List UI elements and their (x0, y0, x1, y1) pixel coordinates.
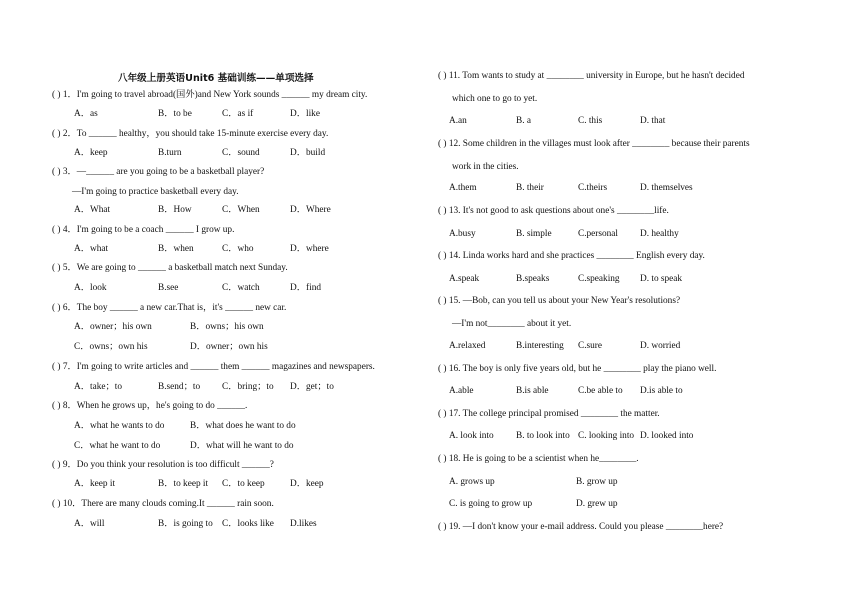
answer-option: B．what does he want to do (190, 421, 296, 431)
question-stem: ( ) 14. Linda works hard and she practices ________ English every day. (438, 251, 705, 261)
answer-option: A．keep (74, 148, 108, 158)
question-stem: work in the cities. (452, 162, 519, 172)
question-stem: ( ) 5．We are going to ______ a basketball match next Sunday. (52, 263, 288, 273)
answer-option: D.likes (290, 519, 317, 529)
answer-option: A. look into (449, 431, 494, 441)
answer-option: A.able (449, 386, 474, 396)
question-stem: ( ) 17. The college principal promised ________ the matter. (438, 409, 660, 419)
question-stem: ( ) 1．I'm going to travel abroad(国外)and New York sounds ______ my dream city. (52, 90, 368, 100)
question-stem: —I'm not________ about it yet. (452, 319, 572, 329)
answer-option: C．bring；to (222, 382, 274, 392)
answer-option: B．is going to (158, 519, 213, 529)
answer-option: B. their (516, 183, 544, 193)
answer-option: D. that (640, 116, 666, 126)
answer-option: C．who (222, 244, 254, 254)
answer-option: D. to speak (640, 274, 683, 284)
answer-option: A．take；to (74, 382, 123, 392)
question-stem: ( ) 13. It's not good to ask questions about one's ________life. (438, 206, 669, 216)
answer-option: A．look (74, 283, 107, 293)
answer-option: D. healthy (640, 229, 679, 239)
answer-option: C．owns；own his (74, 342, 148, 352)
answer-option: C. is going to grow up (449, 499, 533, 509)
answer-option: A.speak (449, 274, 480, 284)
answer-option: C.be able to (578, 386, 623, 396)
answer-option: D．what will he want to do (190, 441, 294, 451)
answer-option: C.sure (578, 341, 603, 351)
answer-option: C．as if (222, 109, 254, 119)
answer-option: D．owner；own his (190, 342, 268, 352)
answer-option: D．keep (290, 479, 324, 489)
answer-option: C．watch (222, 283, 260, 293)
answer-option: B．How (158, 205, 192, 215)
answer-option: B.send；to (158, 382, 201, 392)
worksheet-title: 八年级上册英语Unit6 基础训练——单项选择 (118, 73, 314, 84)
answer-option: A．what (74, 244, 109, 254)
question-stem: ( ) 9．Do you think your resolution is too difficult ______? (52, 460, 274, 470)
question-stem: ( ) 4．I'm going to be a coach ______ I grow up. (52, 225, 235, 235)
answer-option: B.see (158, 283, 179, 293)
answer-option: B.speaks (516, 274, 550, 284)
answer-option: A.an (449, 116, 467, 126)
answer-option: B.is able (516, 386, 549, 396)
answer-option: C．what he want to do (74, 441, 161, 451)
question-stem: ( ) 15. —Bob, can you tell us about your New Year's resolutions? (438, 296, 681, 306)
answer-option: D. themselves (640, 183, 693, 193)
answer-option: C. this (578, 116, 603, 126)
answer-option: D．Where (290, 205, 331, 215)
answer-option: A．owner；his own (74, 322, 152, 332)
answer-option: B．owns；his own (190, 322, 264, 332)
answer-option: A．will (74, 519, 105, 529)
answer-option: D. looked into (640, 431, 694, 441)
question-stem: ( ) 11. Tom wants to study at ________ university in Europe, but he hasn't decided (438, 71, 745, 81)
answer-option: B．to keep it (158, 479, 209, 489)
answer-option: D．like (290, 109, 320, 119)
answer-option: A.busy (449, 229, 476, 239)
answer-option: D．get；to (290, 382, 334, 392)
answer-option: A.them (449, 183, 477, 193)
answer-option: D.is able to (640, 386, 683, 396)
answer-option: B.turn (158, 148, 182, 158)
answer-option: C．looks like (222, 519, 274, 529)
answer-option: D．find (290, 283, 321, 293)
answer-option: A.relaxed (449, 341, 486, 351)
question-stem: ( ) 10．There are many clouds coming.It ______ rain soon. (52, 499, 274, 509)
question-stem: ( ) 16. The boy is only five years old, but he ________ play the piano well. (438, 364, 717, 374)
answer-option: D. grew up (576, 499, 618, 509)
answer-option: C.theirs (578, 183, 608, 193)
answer-option: C．to keep (222, 479, 265, 489)
answer-option: B．to be (158, 109, 192, 119)
question-stem: ( ) 2．To ______ healthy，you should take 15-minute exercise every day. (52, 129, 329, 139)
answer-option: B. simple (516, 229, 552, 239)
answer-option: A．What (74, 205, 111, 215)
answer-option: B. to look into (516, 431, 570, 441)
answer-option: B.interesting (516, 341, 564, 351)
answer-option: D．build (290, 148, 326, 158)
answer-option: D．where (290, 244, 329, 254)
question-stem: ( ) 7．I'm going to write articles and ______ them ______ magazines and newspapers. (52, 362, 375, 372)
question-stem: ( ) 18. He is going to be a scientist when he________. (438, 454, 639, 464)
question-stem: which one to go to yet. (452, 94, 538, 104)
question-stem: ( ) 6．The boy ______ a new car.That is，it's ______ new car. (52, 303, 287, 313)
answer-option: B. a (516, 116, 531, 126)
question-stem: ( ) 12. Some children in the villages must look after ________ because their parents (438, 139, 750, 149)
question-stem: —I'm going to practice basketball every day. (72, 187, 239, 197)
question-stem: ( ) 19. —I don't know your e-mail address. Could you please ________here? (438, 522, 724, 532)
question-stem: ( ) 8．When he grows up，he's going to do ______. (52, 401, 248, 411)
question-stem: ( ) 3．—______ are you going to be a basketball player? (52, 167, 265, 177)
answer-option: A．what he wants to do (74, 421, 165, 431)
answer-option: D. worried (640, 341, 681, 351)
answer-option: C．When (222, 205, 260, 215)
answer-option: C. looking into (578, 431, 635, 441)
answer-option: A. grows up (449, 477, 495, 487)
answer-option: A．keep it (74, 479, 116, 489)
answer-option: B．when (158, 244, 194, 254)
answer-option: C.speaking (578, 274, 620, 284)
answer-option: A．as (74, 109, 98, 119)
answer-option: C.personal (578, 229, 619, 239)
answer-option: C．sound (222, 148, 260, 158)
answer-option: B. grow up (576, 477, 618, 487)
